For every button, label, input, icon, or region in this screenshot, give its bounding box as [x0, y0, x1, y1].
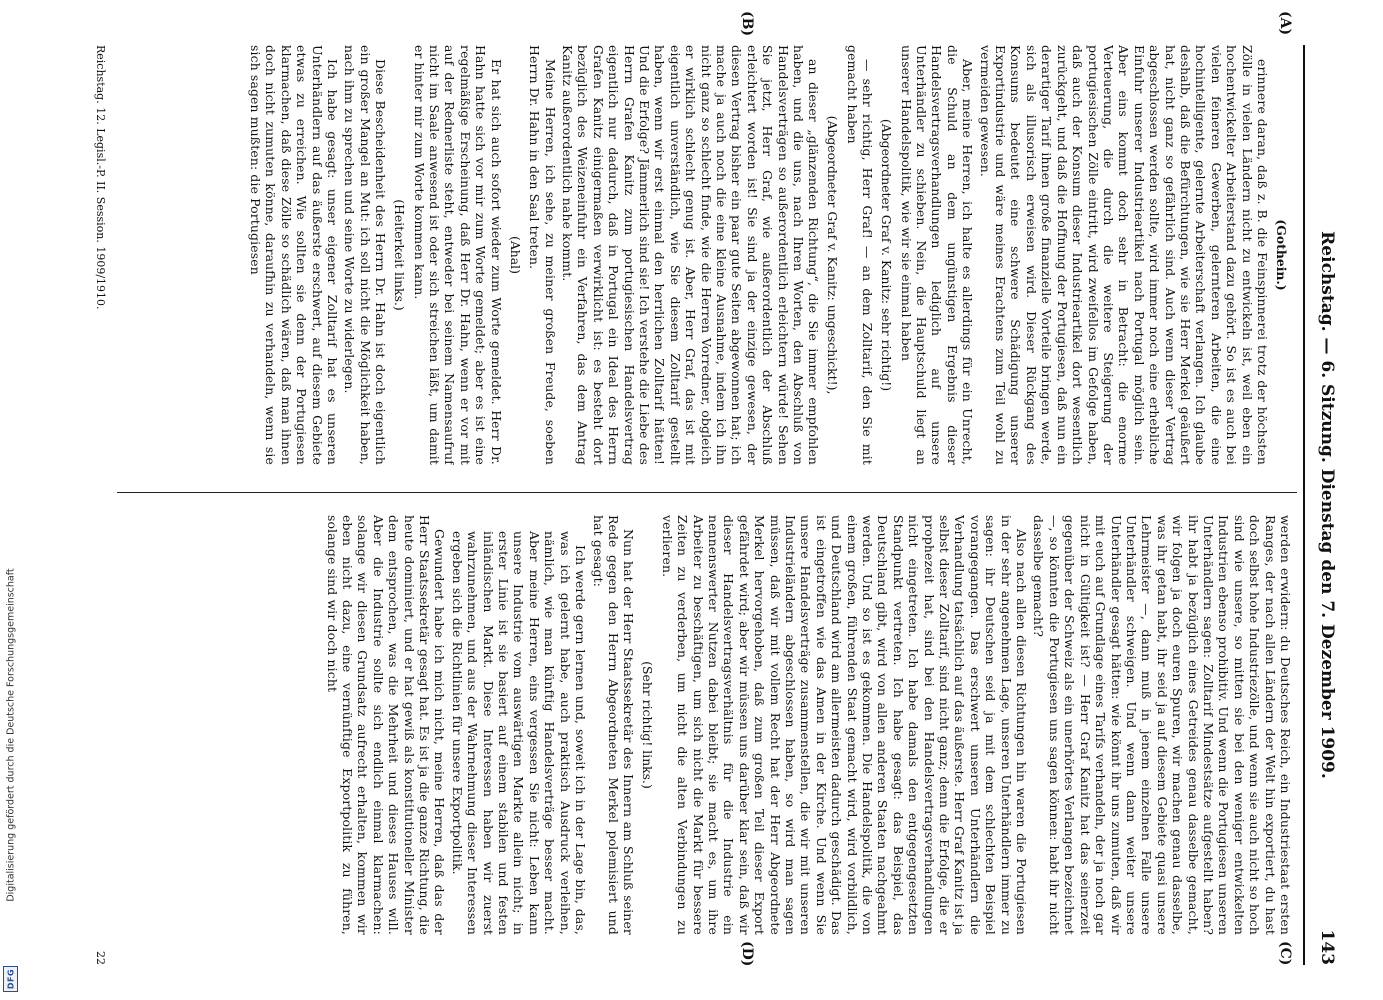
interjection: (Heiterkeit links.) — [392, 199, 408, 311]
paragraph: an dieser „glänzenden Richtung“, die Sie immer empfohlen haben, und die uns, nach Ihren Worten, den Abschluß von Handelsverträgen so außerordentlich erleichtern würde! Sehen Sie jetzt, Herr Graf, wie außerordentlich der Abschluß erleichtert worden ist! Sie sind ja der einzige gewesen, der diesen Vertrag bisher ein paar gute Seiten abgewonnen hat; ich mache ja auch noch die eine kleine Ausnahme, indem ich ihn nicht ganz so schlecht finde, wie die Herren Vorredner, obgleich er wirklich schlecht genug ist. Aber, Herr Graf, das ist mit eigentlich unverständlich, wie Sie diesem Zolltarif gestellt haben, wenn wir erst einmal den herrlichen Zolltarif hätten! Und die Erfolge? Jämmerlich sind sie! Ich verstehe die Liebe des Herrn Grafen Kanitz zum portugiesischen Handelsvertrag eigentlich nur dadurch, daß in Portugal ein Ideal des Herrn Grafen Kanitz einigermaßen verwirklicht ist: es besteht dort bezüglich des Weizeneinfuhr ein Verfahren, das dem Antrag Kanitz außerordentlich nahe kommt. — [559, 45, 822, 465]
header-title: Reichstag. — 6. Sitzung. Dienstag den 7. Dezember 1909. — [1317, 231, 1337, 779]
left-text-column — [133, 45, 1293, 465]
paragraph: Er hat sich auch sofort wieder zum Worte gemeldet. Herr Dr. Hahn hatte sich vor mir zum Worte gemeldet; aber es ist eine regelmäßige Erscheinung, daß Herr Dr. Hahn, wenn er vor mit auf der Rednerliste steht, entweder bei seinem Namensaufruf nicht im Saale anwesend ist oder sich streichen läßt, um damit er hinter mir zum Worte kommen kann. — [411, 45, 504, 465]
digitization-credit: Digitalisierung gefördert durch die Deutsche Forschungsgemeinschaft — [5, 568, 17, 902]
margin-marker-a: (A) — [1277, 11, 1293, 36]
rotated-page-content — [55, 11, 1345, 967]
margin-marker-d: (D) — [739, 941, 755, 967]
right-text-column — [133, 515, 1293, 935]
margin-marker-b: (B) — [739, 11, 755, 37]
page-footer — [83, 45, 113, 965]
paragraph: Nun hat der Herr Staatssekretär des Innern am Schluß seiner Rede gegen den Herrn Abgeordneten Merkel polemisiert und hat gesagt: — [590, 515, 637, 935]
sidebar-strip — [0, 0, 22, 1000]
scanned-page — [55, 11, 1345, 967]
paragraph: Diese Bescheidenheit des Herrn Dr. Hahn ist doch eigentlich ein großer Mangel an Mut: ich soll nicht die Möglichkeit haben, nach ihm zu sprechen und seine Worte zu widerlegen. — [342, 45, 389, 465]
paragraph: erinnere daran, daß z. B. die Feinspinnerei trotz der höchsten Zölle in vielen Ländern nicht zu entwickeln ist, weil eben ein hochentwickelter Arbeiterstand dazu gehört. So ist es auch bei vielen feineren Gewerben, gelernteren Arbeiten, die eine hochintelligente, gelernte Arbeiterschaft verlangen. Ich glaube deshalb, daß die Befürchtungen, wie sie Herr Merkel geäußert hat, nicht ganz so gefährlich sind. Auch wenn dieser Vertrag abgeschlossen werden sollte, wird immer noch eine erhebliche Einfuhr unserer Industrieartikel nach Portugal möglich sein. Aber eins kommt doch sehr in Betracht: die enorme Verteuerung, die durch die weitere Steigerung der portugiesischen Zölle eintritt, wird zweifellos im Gefolge haben, daß auch der Konsum dieser Industrieartikel dort wesentlich zurückgeht, und daß die Hoffnung der Portugiesen, daß nun ein derartiger Tarif ihnen große finanzielle Vorteile bringen werde, sich als illusorisch erweisen wird. Dieser Rückgang des Konsums bedeutet eine schwere Schädigung unserer Exportindustrie und wäre meines Erachtens zum Teil wohl zu vermeiden gewesen. — [977, 45, 1270, 465]
dfg-logo-icon — [3, 966, 18, 992]
interjection: (Ahal) — [507, 236, 523, 274]
interjection: (Abgeordneter Graf v. Kanitz: ungeschickt!), — [825, 115, 841, 395]
paragraph: Ich habe gesagt: unser eigener Zolltarif hat es unseren Unterhändlern auf das äußerste erschwert, auf diesem Gebiete etwas zu erreichen. Wie sollten sie denn der Portugiesen klarmachen, daß diese Zölle so schädlich wären, daß man ihnen doch nicht zumuten könne, daraufhin zu verhandeln, wenn sie sich sagen mußten: die Portugiesen — [248, 45, 341, 465]
footer-citation: Reichstag. 12. Legisl.-P. II. Session. 1909/1910. — [94, 45, 107, 310]
interjection: (Abgeordneter Graf v. Kanitz: sehr richtig!) — [879, 118, 895, 392]
paragraph: Meine Herren, ich sehe, zu meiner großen Freude, soeben Herrn Dr. Hahn in den Saal treten. — [527, 45, 558, 465]
paragraph: Gewundert habe ich mich nicht, meine Herren, daß das der Herr Staatssekretär gesagt hat. Es ist ja die ganze Richtung, die heute dominiert, und er hat gewiß als konstitutioneller Minister dem entsprochen, was die Mehrheit und dieses Hauses will. Aber die Industrie sollte sich endlich einmal klarmachen: solange wir diesen Grundsatz aufrecht erhalten, kommen wir eben nicht dazu, eine vernünftige Exportpolitik zu führen, solange sind wir doch nicht — [324, 515, 448, 935]
paragraph: werden erwidern: du Deutsches Reich, ein Industriestaat ersten Ranges, der nach allen Ländern der Welt hin exportiert, du hast doch selbst hohe Industriezölle, und wenn sie auch nicht so hoch sind wie unsere, so mitten sie bei den weniger entwickelten Industrien ebenso prohibitiv. Und wenn die Portugiesen unseren Unterhändlern sagen: Zolltarif Mindestsätze aufgestellt haben? ihr habt ja bezüglich eines Getreides genau dasselbe gemacht, wir folgen ja doch euren Spuren, wir machen genau dasselbe, was ihr getan habt, ihr seid ja auf diesem Gebiete quasi unsere Lehrmeister —, dann muß in jenem einzelnen Falle unsere Unterhändler schweigen. Und wenn dann weiter unsere Unterhändler gesagt hätten: wie könnt ihr uns zumuten, daß wir mit euch auf Grundlage eines Tarifs verhandeln, der ja noch gar nicht in Gültigkeit ist? — Herr Graf Kanitz hat das seinerzeit gegenüber der Schweiz als ein unerhörtes Verlangen bezeichnet —, so könnten die Portugiesen uns sagen können: habt ihr nicht dasselbe gemacht? — [1031, 515, 1293, 935]
margin-marker-c: (C) — [1277, 941, 1293, 966]
speaker-tag: (Gothein.) — [1274, 219, 1289, 291]
footer-sheet-number: 22 — [94, 951, 107, 965]
page-header — [1303, 45, 1345, 965]
paragraph: Aber, meine Herren, ich halte es allerdings für ein Unrecht, die Schuld an dem ungünstigen Ergebnis dieser Handelsvertragsverhandlungen lediglich auf unsere Unterhändler zu schieben. Nein, die Hauptschuld liegt an unserer Handelspolitik, wie wir sie einmal haben — [898, 45, 976, 465]
paragraph: Also nach allen diesen Richtungen hin waren die Portugiesen in der sehr angenehmen Lage, unseren Unterhändlern immer zu sagen: ihr Deutschen seid ja mit dem schlechten Beispiel vorangegangen. Das erschwert unseren Unterhändlern die Verhandlung tatsächlich auf das äußerste. Herr Graf Kanitz ist ja selbst dieser Zolltarif, sind nicht ganz; denn die Erfolge, die er prophezeit hat, sind bei den Handelsvertragsverhandlungen nicht eingetreten. Ich habe damals den entgegengesetzten Standpunkt vertreten. Ich habe gesagt: das Beispiel, das Deutschland gibt, wird von allen anderen Staaten nachgeahmt werden. Und so ist es gekommen. Die Handelspolitik, die von einem großen, führenden Staat gemacht wird, wird vorbildlich, und Deutschland wird am allermeisten dadurch geschädigt. Das ist eingetroffen wie das Amen in der Kirche. Und wenn Sie unsere Handelsverträge zusammenstellen, die wir mit unseren Industrieländern abgeschlossen haben, so wird man sagen müssen, daß wir mit vollem Recht hat der Herr Abgeordnete Merkel hervorgehoben, daß zum großen Teil dieser Export gefährdet wird; aber wir müssen uns darüber klar sein, daß wir dieser Handelsvertragsverhältnis für die Industrie ein nennenswerter Nutzen dabei bleibt; sie macht es, um ihre Arbeiter zu beschäftigen, um sich nicht die Markt für bessere Zeiten zu verderben, um nicht die alten Verbindungen zu verlieren. — [659, 515, 1030, 935]
page-number: 143 — [1317, 929, 1337, 965]
dfg-logo-text: DFG — [6, 968, 15, 990]
column-divider — [117, 492, 1297, 493]
quotation: Ich werde gern lernen und, soweit ich in der Lage bin, das, was ich gelernt habe, auch praktisch Ausdruck verleihen, nämlich, wie man künftig Handelsverträge besser macht. Aber meine Herren, eins vergessen Sie nicht: Leben kann unsere Industrie vom auswärtigen Markte allein nicht; in erster Linie ist sie basiert auf einem stabilen und festen inländischen Markt. Diese Interessen haben wir zuerst wahrzunehmen, und aus der Wahrnehmung dieser Interessen ergeben sich die Richtlinien für unsere Exportpolitik. — [449, 531, 589, 935]
paragraph: — sehr richtig, Herr Graf! — an dem Zolltarif, den Sie mit gemacht haben — [844, 45, 876, 465]
interjection: (Sehr richtig! links.) — [640, 661, 656, 789]
